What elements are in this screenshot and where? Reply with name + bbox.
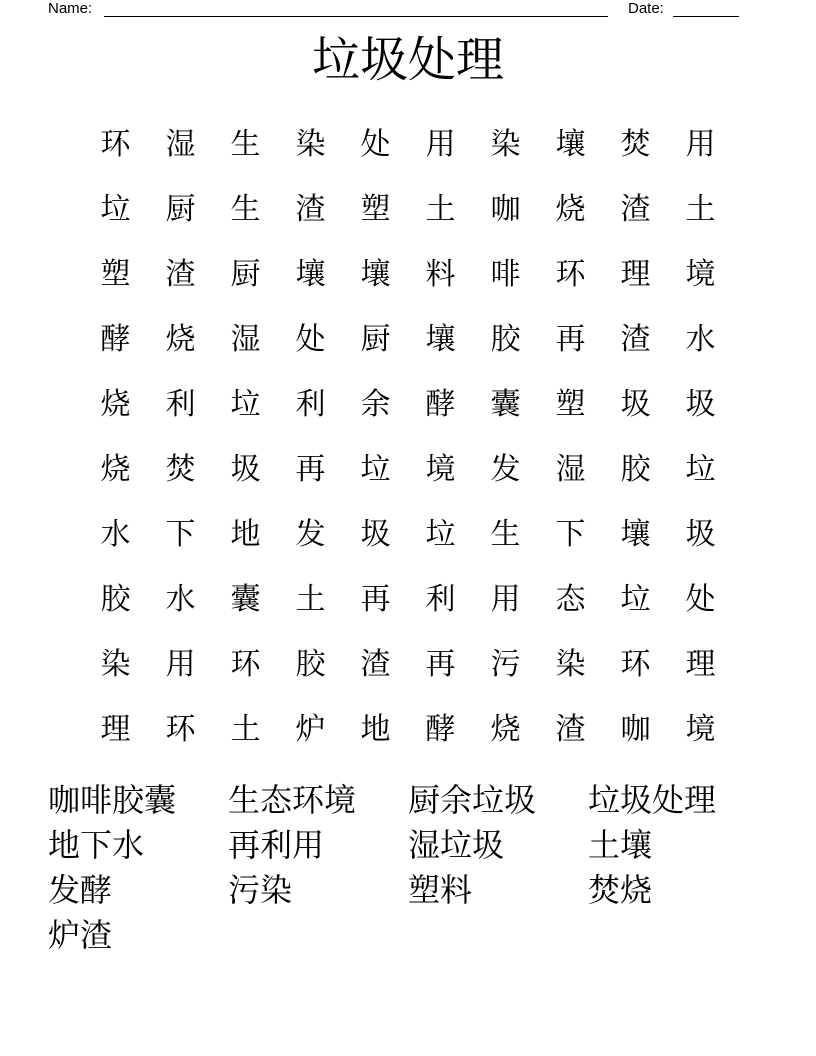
grid-cell[interactable]: 烧: [555, 192, 586, 227]
grid-row: [83, 177, 733, 242]
grid-cell[interactable]: 环: [100, 127, 131, 162]
grid-cell[interactable]: 厨: [230, 257, 261, 292]
grid-cell[interactable]: 焚: [165, 452, 196, 487]
grid-cell[interactable]: 壤: [425, 322, 456, 357]
grid-cell[interactable]: 染: [490, 127, 521, 162]
grid-cell[interactable]: 酵: [425, 712, 456, 747]
grid-cell[interactable]: 厨: [360, 322, 391, 357]
word-list-item: 生态环境: [228, 781, 357, 819]
grid-cell[interactable]: 料: [425, 257, 456, 292]
word-list-item: 塑料: [408, 871, 473, 909]
grid-cell[interactable]: 渣: [165, 257, 196, 292]
grid-cell[interactable]: 圾: [360, 517, 391, 552]
grid-cell[interactable]: 水: [165, 582, 196, 617]
grid-cell[interactable]: 垃: [425, 517, 456, 552]
grid-cell[interactable]: 焚: [620, 127, 651, 162]
grid-cell[interactable]: 理: [685, 647, 716, 682]
grid-cell[interactable]: 壤: [555, 127, 586, 162]
grid-cell[interactable]: 生: [230, 127, 261, 162]
grid-cell[interactable]: 烧: [165, 322, 196, 357]
grid-cell[interactable]: 渣: [555, 712, 586, 747]
grid-cell[interactable]: 水: [685, 322, 716, 357]
date-label: Date:: [628, 0, 664, 17]
grid-row: [83, 372, 733, 437]
grid-cell[interactable]: 处: [295, 322, 326, 357]
page-title: 垃圾处理: [311, 32, 504, 88]
grid-cell[interactable]: 壤: [295, 257, 326, 292]
grid-cell[interactable]: 烧: [490, 712, 521, 747]
grid-cell[interactable]: 渣: [360, 647, 391, 682]
grid-row: [83, 242, 733, 307]
grid-cell[interactable]: 再: [425, 647, 456, 682]
grid-cell[interactable]: 胶: [100, 582, 131, 617]
grid-cell[interactable]: 用: [685, 127, 716, 162]
grid-cell[interactable]: 胶: [620, 452, 651, 487]
grid-cell[interactable]: 下: [555, 517, 586, 552]
grid-cell[interactable]: 地: [230, 517, 261, 552]
word-list-item: 咖啡胶囊: [48, 781, 177, 819]
grid-cell[interactable]: 利: [425, 582, 456, 617]
word-list-item: 发酵: [48, 871, 113, 909]
grid-cell[interactable]: 胶: [490, 322, 521, 357]
word-list-item: 污染: [228, 871, 293, 909]
grid-cell[interactable]: 生: [490, 517, 521, 552]
worksheet-header: [48, 0, 748, 20]
word-list-item: 再利用: [228, 826, 325, 864]
grid-cell[interactable]: 囊: [230, 582, 261, 617]
grid-cell[interactable]: 利: [165, 387, 196, 422]
grid-cell[interactable]: 境: [425, 452, 456, 487]
grid-cell[interactable]: 烧: [100, 387, 131, 422]
grid-cell[interactable]: 环: [230, 647, 261, 682]
grid-row: [83, 632, 733, 697]
grid-row: [83, 567, 733, 632]
grid-cell[interactable]: 塑: [100, 257, 131, 292]
grid-cell[interactable]: 塑: [555, 387, 586, 422]
grid-cell[interactable]: 土: [230, 712, 261, 747]
grid-cell[interactable]: 用: [165, 647, 196, 682]
grid-cell[interactable]: 利: [295, 387, 326, 422]
grid-cell[interactable]: 厨: [165, 192, 196, 227]
word-search-grid: [83, 112, 733, 762]
grid-cell[interactable]: 染: [295, 127, 326, 162]
grid-cell[interactable]: 环: [620, 647, 651, 682]
grid-cell[interactable]: 烧: [100, 452, 131, 487]
grid-cell[interactable]: 再: [555, 322, 586, 357]
grid-cell[interactable]: 用: [490, 582, 521, 617]
grid-row: [83, 112, 733, 177]
grid-cell[interactable]: 渣: [295, 192, 326, 227]
grid-row: [83, 697, 733, 762]
grid-row: [83, 307, 733, 372]
grid-cell[interactable]: 囊: [490, 387, 521, 422]
grid-cell[interactable]: 胶: [295, 647, 326, 682]
grid-cell[interactable]: 环: [165, 712, 196, 747]
grid-cell[interactable]: 发: [490, 452, 521, 487]
grid-cell[interactable]: 染: [100, 647, 131, 682]
grid-cell[interactable]: 垃: [100, 192, 131, 227]
grid-cell[interactable]: 啡: [490, 257, 521, 292]
grid-cell[interactable]: 塑: [360, 192, 391, 227]
grid-cell[interactable]: 地: [360, 712, 391, 747]
grid-cell[interactable]: 用: [425, 127, 456, 162]
grid-cell[interactable]: 壤: [620, 517, 651, 552]
grid-row: [83, 502, 733, 567]
grid-cell[interactable]: 咖: [490, 192, 521, 227]
name-label: Name:: [48, 0, 93, 17]
grid-cell[interactable]: 垃: [685, 452, 716, 487]
grid-cell[interactable]: 圾: [230, 452, 261, 487]
grid-cell[interactable]: 渣: [620, 322, 651, 357]
word-list-item: 焚烧: [588, 871, 653, 909]
grid-cell[interactable]: 炉: [295, 712, 326, 747]
word-list-item: 厨余垃圾: [408, 781, 537, 819]
grid-cell[interactable]: 圾: [685, 517, 716, 552]
grid-cell[interactable]: 发: [295, 517, 326, 552]
grid-cell[interactable]: 水: [100, 517, 131, 552]
grid-cell[interactable]: 湿: [555, 452, 586, 487]
word-list-item: 地下水: [48, 826, 145, 864]
word-list: [48, 778, 768, 958]
grid-cell[interactable]: 渣: [620, 192, 651, 227]
word-list-item: 炉渣: [48, 916, 113, 954]
grid-cell[interactable]: 土: [425, 192, 456, 227]
grid-cell[interactable]: 处: [360, 127, 391, 162]
grid-row: [83, 437, 733, 502]
grid-cell[interactable]: 圾: [685, 387, 716, 422]
grid-cell[interactable]: 酵: [100, 322, 131, 357]
word-list-item: 垃圾处理: [588, 781, 717, 819]
grid-cell[interactable]: 下: [165, 517, 196, 552]
word-list-item: 土壤: [588, 826, 653, 864]
grid-cell[interactable]: 环: [555, 257, 586, 292]
grid-cell[interactable]: 土: [295, 582, 326, 617]
grid-cell[interactable]: 生: [230, 192, 261, 227]
grid-cell[interactable]: 壤: [360, 257, 391, 292]
grid-cell[interactable]: 境: [685, 257, 716, 292]
word-list-item: 湿垃圾: [408, 826, 505, 864]
grid-cell[interactable]: 酵: [425, 387, 456, 422]
name-blank-line: [104, 16, 608, 17]
grid-cell[interactable]: 湿: [165, 127, 196, 162]
grid-cell[interactable]: 处: [685, 582, 716, 617]
grid-cell[interactable]: 垃: [620, 582, 651, 617]
grid-cell[interactable]: 污: [490, 647, 521, 682]
grid-cell[interactable]: 染: [555, 647, 586, 682]
grid-cell[interactable]: 态: [555, 582, 586, 617]
grid-cell[interactable]: 境: [685, 712, 716, 747]
grid-cell[interactable]: 垃: [360, 452, 391, 487]
grid-cell[interactable]: 垃: [230, 387, 261, 422]
grid-cell[interactable]: 再: [360, 582, 391, 617]
grid-cell[interactable]: 理: [100, 712, 131, 747]
grid-cell[interactable]: 湿: [230, 322, 261, 357]
grid-cell[interactable]: 余: [360, 387, 391, 422]
grid-cell[interactable]: 土: [685, 192, 716, 227]
grid-cell[interactable]: 理: [620, 257, 651, 292]
grid-cell[interactable]: 再: [295, 452, 326, 487]
date-blank-line: [673, 16, 739, 17]
grid-cell[interactable]: 圾: [620, 387, 651, 422]
grid-cell[interactable]: 咖: [620, 712, 651, 747]
